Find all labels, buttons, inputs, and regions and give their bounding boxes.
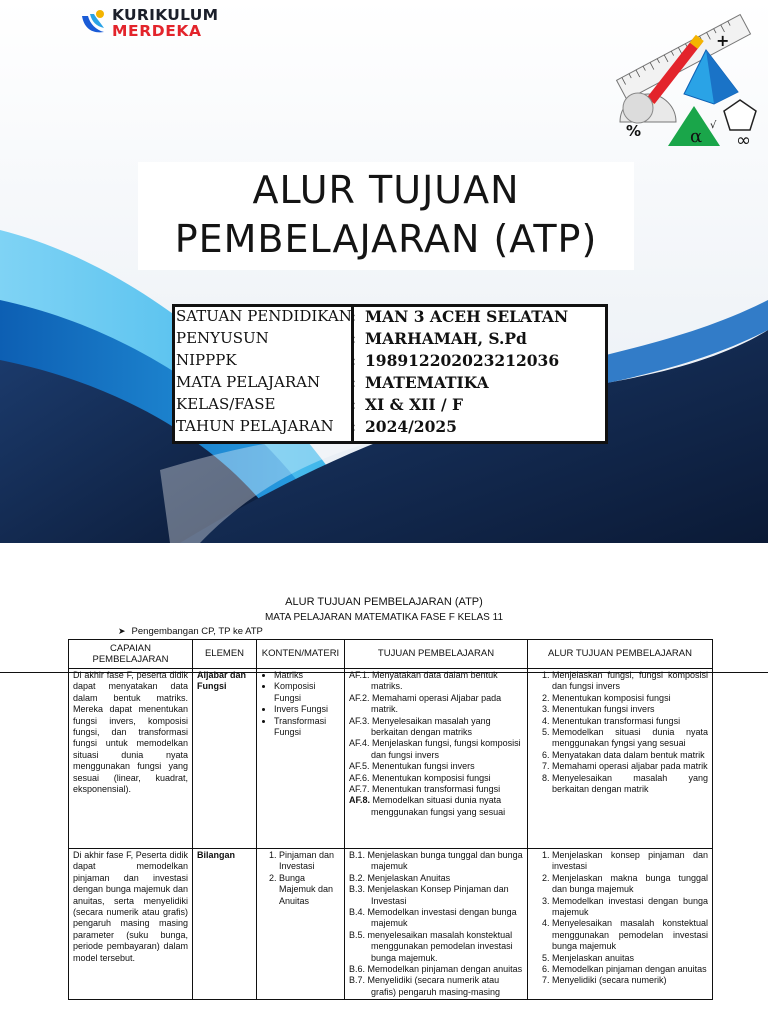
tp-text: Menentukan komposisi fungsi bbox=[372, 772, 491, 783]
info-label: NIPPPK bbox=[176, 351, 237, 369]
konten-item: • Invers Fungsi bbox=[274, 704, 340, 715]
bullet-heading-text: Pengembangan CP, TP ke ATP bbox=[131, 626, 263, 637]
tp-item bbox=[349, 784, 523, 795]
tp-text: Menjelaskan bunga tunggal dan bunga majemuk bbox=[367, 850, 523, 872]
tp-code: B.2. bbox=[349, 872, 366, 883]
table-header-row bbox=[69, 640, 713, 669]
tp-item bbox=[349, 930, 523, 964]
svg-text:√: √ bbox=[710, 120, 717, 131]
tp-code: B.6. bbox=[349, 964, 366, 975]
atp-cell bbox=[528, 669, 713, 849]
svg-text:α: α bbox=[690, 126, 703, 147]
tp-item bbox=[349, 884, 523, 907]
atp-item: 2. Menentukan komposisi fungsi bbox=[552, 693, 708, 704]
tp-code: B.5. bbox=[349, 929, 366, 940]
atp-item: 7. Memahami operasi aljabar pada matrik bbox=[552, 761, 708, 772]
tp-text: Menjelaskan Konsep Pinjaman dan Investasi bbox=[367, 884, 509, 906]
atp-table bbox=[68, 639, 713, 1000]
info-row-nipppk bbox=[175, 351, 605, 373]
tp-code: AF.5. bbox=[349, 761, 370, 772]
svg-text:+: + bbox=[716, 31, 730, 50]
atp-item: 6. Memodelkan pinjaman dengan anuitas bbox=[552, 964, 708, 975]
konten-cell bbox=[257, 849, 345, 1000]
atp-item: 3. Menentukan fungsi invers bbox=[552, 704, 708, 715]
tp-code: B.1. bbox=[349, 850, 366, 860]
tp-item bbox=[349, 873, 523, 884]
table-row bbox=[69, 669, 713, 849]
tp-code: B.7. bbox=[349, 975, 366, 986]
atp-item: 1. Menjelaskan fungsi, fungsi komposisi dan fungsi invers bbox=[552, 670, 708, 693]
info-colon: : bbox=[351, 417, 357, 435]
tp-text: Memodelkan situasi dunia nyata menggunakan fungsi yang sesuai bbox=[371, 795, 506, 817]
atp-item: 4. Menentukan transformasi fungsi bbox=[552, 716, 708, 727]
info-value: MATEMATIKA bbox=[365, 373, 489, 392]
info-colon: : bbox=[351, 307, 357, 325]
cp-cell: Di akhir fase F, Peserta didik dapat memodelkan pinjaman dan investasi dengan bunga majemuk dan anuitas, serta menyelidiki (secara numerik atau grafis) pengaruh masing masing parameter (suku bunga, periode pembayaran) dalam model tersebut. bbox=[69, 849, 193, 1000]
tp-text: Memodelkan investasi dengan bunga majemuk bbox=[367, 907, 517, 929]
info-label: KELAS/FASE bbox=[176, 395, 276, 413]
atp-item: 8. Menyelesaikan masalah yang berkaitan dengan matrik bbox=[552, 773, 708, 796]
info-value: 198912202023212036 bbox=[365, 351, 560, 370]
tp-text: Menentukan fungsi invers bbox=[372, 761, 475, 772]
document-subtitle: MATA PELAJARAN MATEMATIKA FASE F KELAS 11 bbox=[264, 612, 504, 623]
elemen-cell: Bilangan bbox=[193, 849, 257, 1000]
atp-cell bbox=[528, 849, 713, 1000]
tp-item bbox=[349, 693, 523, 716]
tp-item bbox=[349, 761, 523, 772]
tp-item bbox=[349, 850, 523, 873]
tp-item bbox=[349, 795, 523, 818]
tp-item bbox=[349, 716, 523, 739]
atp-item: 2. Menjelaskan makna bunga tunggal dan bunga majemuk bbox=[552, 873, 708, 896]
tp-text: Menentukan transformasi fungsi bbox=[372, 784, 501, 795]
tp-cell bbox=[345, 849, 528, 1000]
tp-item bbox=[349, 964, 523, 975]
info-row-satuan-pendidikan bbox=[175, 307, 605, 329]
tp-code: AF.7. bbox=[349, 784, 370, 795]
info-value: 2024/2025 bbox=[365, 417, 457, 436]
header-capaian: CAPAIAN PEMBELAJARAN bbox=[69, 640, 193, 669]
info-value: XI & XII / F bbox=[365, 395, 464, 414]
atp-item: 5. Memodelkan situasi dunia nyata menggunakan fyngsi yang sesuai bbox=[552, 727, 708, 750]
info-value: MARHAMAH, S.Pd bbox=[365, 329, 527, 348]
info-colon: : bbox=[351, 395, 357, 413]
konten-cell bbox=[257, 669, 345, 849]
tp-code: AF.8. bbox=[349, 795, 371, 806]
page-title-line-1: ALUR TUJUAN bbox=[252, 168, 520, 212]
tp-text: Menjelaskan fungsi, fungsi komposisi dan fungsi invers bbox=[371, 738, 521, 760]
header-alur: ALUR TUJUAN PEMBELAJARAN bbox=[528, 640, 713, 669]
info-colon: : bbox=[351, 351, 357, 369]
page-title-line-2: PEMBELAJARAN (ATP) bbox=[174, 217, 598, 261]
tp-code: AF.6. bbox=[349, 772, 370, 783]
info-colon: : bbox=[351, 373, 357, 391]
info-label: MATA PELAJARAN bbox=[176, 373, 321, 391]
tp-text: menyelesaikan masalah konstektual menggunakan pemodelan investasi bunga majemuk. bbox=[367, 929, 513, 963]
atp-item: 7. Menyelidiki (secara numerik) bbox=[552, 975, 708, 986]
logo-line-1: KURIKULUM bbox=[112, 6, 219, 24]
info-row-penyusun bbox=[175, 329, 605, 351]
math-tools-illustration-icon bbox=[606, 10, 764, 152]
logo-line-2: MERDEKA bbox=[112, 22, 202, 40]
tp-code: AF.2. bbox=[349, 692, 370, 703]
tp-text: Memodelkan pinjaman dengan anuitas bbox=[367, 964, 523, 975]
tp-item bbox=[349, 738, 523, 761]
kurikulum-merdeka-logo bbox=[78, 6, 238, 40]
info-label: PENYUSUN bbox=[176, 329, 269, 347]
tp-code: AF.1. bbox=[349, 670, 370, 680]
tp-cell bbox=[345, 669, 528, 849]
header-konten: KONTEN/MATERI bbox=[257, 640, 345, 669]
atp-item: 3. Memodelkan investasi dengan bunga majemuk bbox=[552, 896, 708, 919]
tp-item bbox=[349, 670, 523, 693]
atp-item: 5. Menjelaskan anuitas bbox=[552, 953, 708, 964]
document-title: ALUR TUJUAN PEMBELAJARAN (ATP) bbox=[285, 596, 483, 608]
tp-text: Menyelesaikan masalah yang berkaitan dengan matriks bbox=[371, 715, 491, 738]
tp-text: Menyelidiki (secara numerik atau grafis) pengaruh masing-masing bbox=[367, 975, 501, 997]
info-row-mata-pelajaran bbox=[175, 373, 605, 395]
info-colon: : bbox=[351, 329, 357, 347]
svg-text:%: % bbox=[626, 122, 642, 140]
atp-item: 6. Menyatakan data dalam bentuk matrik bbox=[552, 750, 708, 761]
info-label: SATUAN PENDIDIKAN bbox=[176, 307, 352, 325]
tp-text: Memahami operasi Aljabar pada matrik. bbox=[371, 692, 502, 715]
info-value: MAN 3 ACEH SELATAN bbox=[365, 307, 569, 326]
tp-item bbox=[349, 907, 523, 930]
identity-info-box bbox=[172, 304, 608, 444]
tp-item bbox=[349, 975, 523, 998]
konten-item: 2. Bunga Majemuk dan Anuitas bbox=[279, 873, 340, 907]
title-card bbox=[138, 162, 634, 270]
info-label: TAHUN PELAJARAN bbox=[176, 417, 334, 435]
konten-item: • Transformasi Fungsi bbox=[274, 716, 340, 739]
table-row bbox=[69, 849, 713, 1000]
elemen-cell: Aljabar dan Fungsi bbox=[193, 669, 257, 849]
tp-item bbox=[349, 773, 523, 784]
konten-item: • Komposisi Fungsi bbox=[274, 681, 340, 704]
bullet-heading bbox=[118, 626, 263, 637]
konten-item: • Matriks bbox=[274, 670, 340, 681]
cp-cell: Di akhir fase F, peserta didik dapat menyatakan data dalam bentuk matriks. Mereka dapat menentukan fungsi invers, komposisi fungsi, dan transformasi fungsi untuk memodelkan situasi dunia nyata menggunakan fungsi yang sesuai (linear, kuadrat, eksponensial). bbox=[69, 669, 193, 849]
tp-text: Menyatakan data dalam bentuk matriks. bbox=[371, 670, 498, 692]
atp-item: 1. Menjelaskan konsep pinjaman dan investasi bbox=[552, 850, 708, 873]
svg-text:∞: ∞ bbox=[736, 130, 751, 151]
arrow-bullet-icon: ➤ bbox=[118, 626, 126, 636]
tp-code: B.4. bbox=[349, 907, 366, 918]
tp-code: AF.4. bbox=[349, 738, 370, 749]
konten-item: 1. Pinjaman dan Investasi bbox=[279, 850, 340, 873]
tp-code: B.3. bbox=[349, 884, 366, 895]
kurikulum-merdeka-emblem-icon bbox=[78, 8, 108, 38]
atp-item: 4. Menyelesaikan masalah konstektual menggunakan pemodelan investasi bunga majemuk bbox=[552, 918, 708, 952]
header-tujuan: TUJUAN PEMBELAJARAN bbox=[345, 640, 528, 669]
tp-code: AF.3. bbox=[349, 715, 370, 726]
info-row-kelas-fase bbox=[175, 395, 605, 417]
tp-text: Menjelaskan Anuitas bbox=[367, 872, 451, 883]
info-row-tahun-pelajaran bbox=[175, 417, 605, 439]
header-elemen: ELEMEN bbox=[193, 640, 257, 669]
